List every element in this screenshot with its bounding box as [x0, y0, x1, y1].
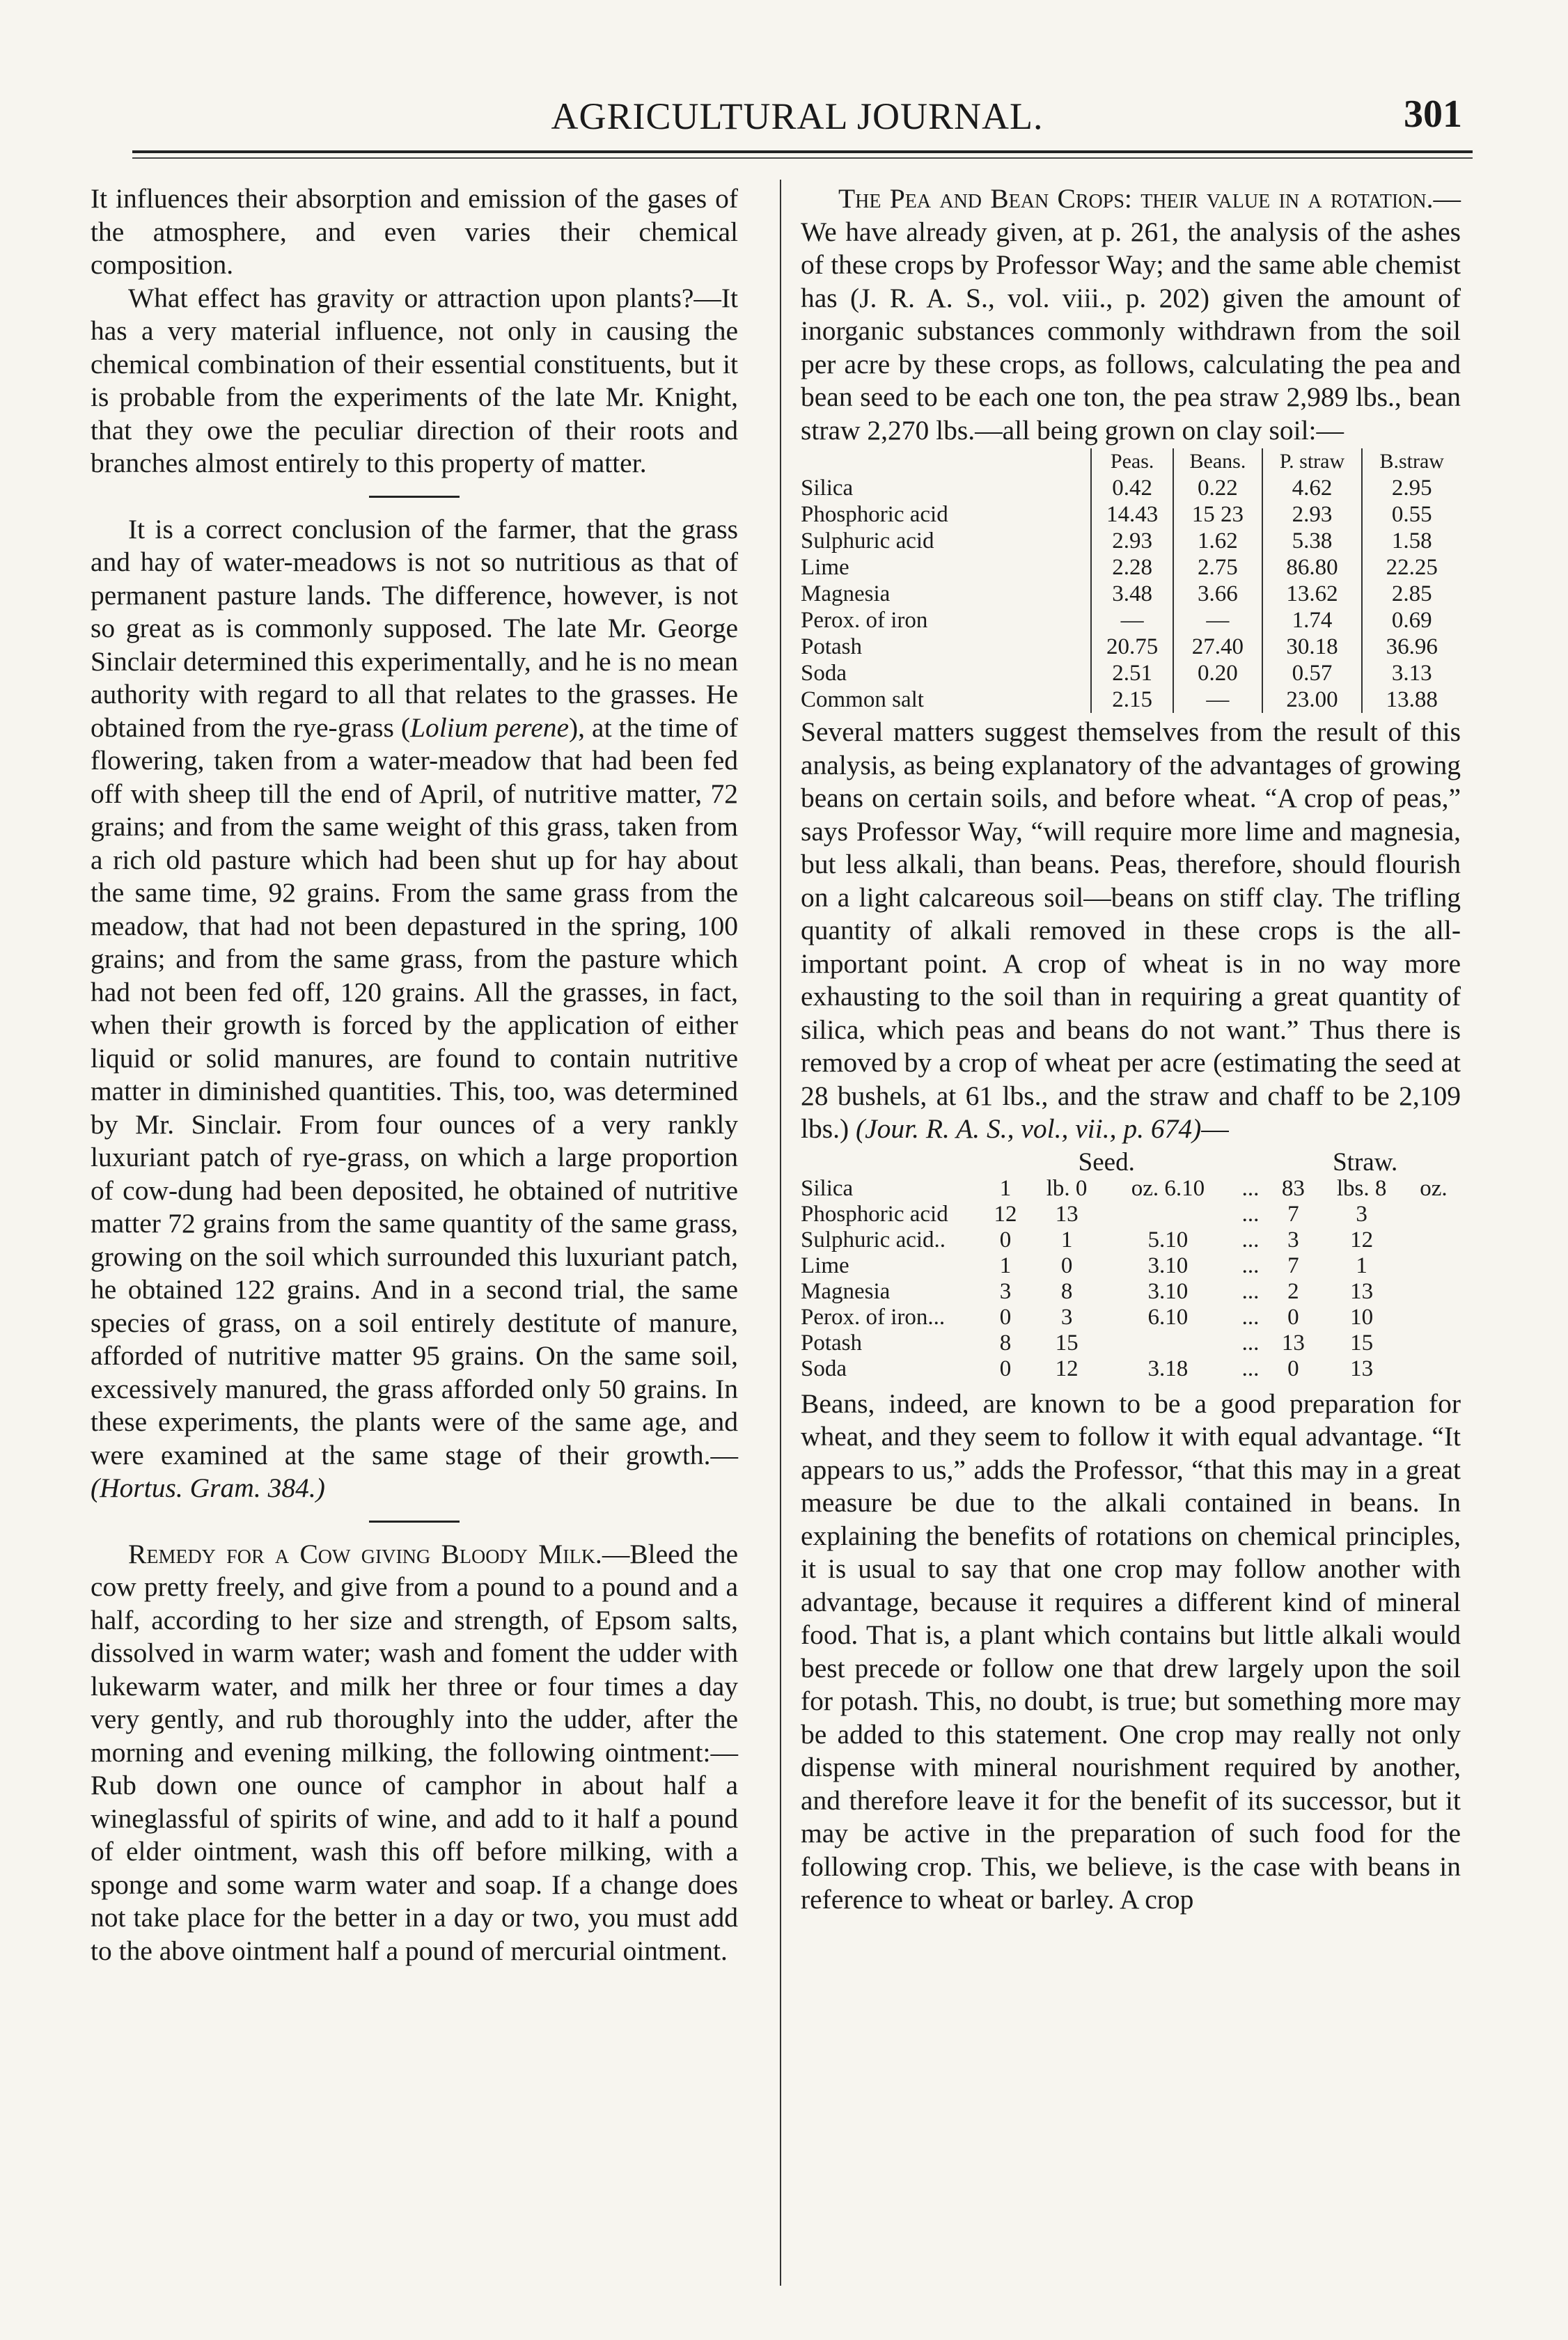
- table-cell: ...: [1241, 1304, 1260, 1330]
- table-cell: [1406, 1202, 1461, 1227]
- table-cell: 13.88: [1362, 686, 1461, 713]
- row-label: Silica: [801, 1175, 854, 1201]
- table-row: [801, 581, 1461, 607]
- table-cell: 2.85: [1362, 581, 1461, 607]
- ash-table: [801, 448, 1461, 713]
- table-cell: 3.48: [1091, 581, 1173, 607]
- col-header: P. straw: [1262, 448, 1363, 475]
- table-cell: 3.10: [1147, 1253, 1189, 1278]
- table-cell: 36.96: [1362, 634, 1461, 660]
- table-cell: 2.93: [1262, 501, 1363, 528]
- table-cell: 3: [999, 1278, 1012, 1304]
- table-row: [801, 1227, 1461, 1253]
- col-header: Peas.: [1091, 448, 1173, 475]
- table-cell: 2.15: [1091, 686, 1173, 713]
- table-cell: 3.13: [1362, 660, 1461, 686]
- table-row: [801, 1202, 1461, 1227]
- left-column: [91, 182, 738, 1968]
- table-cell: 7: [1287, 1253, 1299, 1278]
- table-cell: —: [1091, 607, 1173, 634]
- table-row: [801, 554, 1461, 581]
- table-cell: lbs. 8: [1336, 1175, 1387, 1201]
- table-cell: 1.74: [1262, 607, 1363, 634]
- table-row: [801, 686, 1461, 713]
- table-cell: [1406, 1305, 1461, 1330]
- table-row: [801, 1356, 1461, 1382]
- section-separator: [369, 1521, 460, 1523]
- header-rule: [132, 150, 1473, 153]
- table-cell: 12: [1055, 1356, 1079, 1381]
- col-header-seed: Seed.: [1078, 1147, 1135, 1177]
- table-cell: 1.58: [1362, 528, 1461, 554]
- table-cell: 3: [1356, 1201, 1367, 1227]
- table-cell: 0: [1060, 1253, 1073, 1278]
- table-cell: 86.80: [1262, 554, 1363, 581]
- table-cell: 0: [999, 1304, 1012, 1330]
- page-header: [132, 82, 1462, 138]
- table-row: [801, 660, 1461, 686]
- col-header: Beans.: [1173, 448, 1262, 475]
- table-cell: 1: [999, 1175, 1012, 1201]
- table-cell: 23.00: [1262, 686, 1363, 713]
- table-cell: [1104, 1330, 1231, 1356]
- table-header-row: [801, 448, 1461, 475]
- table-row: [801, 1176, 1461, 1202]
- table-cell: 2: [1287, 1278, 1299, 1304]
- table-cell: 8: [999, 1330, 1012, 1356]
- table-cell: 2.93: [1091, 528, 1173, 554]
- table-cell: 4.62: [1262, 475, 1363, 501]
- row-label: Sulphuric acid..: [801, 1227, 946, 1253]
- citation: (Hortus. Gram. 384.): [91, 1473, 325, 1503]
- paragraph: [801, 716, 1461, 1146]
- paragraph: It influences their absorption and emission of the gases of the atmosphere, and even varies their chemical composition.: [91, 183, 738, 280]
- table-cell: 1.62: [1173, 528, 1262, 554]
- table-cell: 13: [1350, 1356, 1374, 1381]
- row-label: Soda: [801, 1356, 847, 1381]
- table-cell: 0.57: [1262, 660, 1363, 686]
- table-cell: 12: [1350, 1227, 1374, 1253]
- row-label: Perox. of iron: [801, 608, 928, 633]
- table-cell: —: [1173, 607, 1262, 634]
- table-cell: 13: [1055, 1201, 1079, 1227]
- table-cell: 22.25: [1362, 554, 1461, 581]
- table-cell: ...: [1241, 1201, 1260, 1227]
- row-label: Common salt: [801, 687, 924, 712]
- table-cell: ...: [1241, 1330, 1260, 1356]
- table-cell: 83: [1281, 1175, 1305, 1201]
- table-cell: 1: [1356, 1253, 1367, 1278]
- table-cell: 5.10: [1147, 1227, 1189, 1253]
- table-cell: 0: [1287, 1304, 1299, 1330]
- text-run: —We have already given, at p. 261, the analysis of the ashes of these crops by Professor Way; and the same able chemist has (J. R. A. S., vol. viii., p. 202) given the amount of inorganic substances commonly withdrawn from the soil per acre by these crops, as follows, calculating the pea and bean seed to be each one ton, the pea straw 2,989 lbs., bean straw 2,270 lbs.—all being grown on clay soil:—: [801, 183, 1461, 446]
- table-cell: 0.20: [1173, 660, 1262, 686]
- table-cell: lb. 0: [1046, 1175, 1088, 1201]
- paragraph: What effect has gravity or attraction upon plants?—It has a very material influence, not only in causing the chemical combination of their essential constituents, but it is probable from the experiments of the late Mr. Knight, that they owe the peculiar direction of their roots and branches almost entirely to this property of matter.: [91, 282, 738, 478]
- table-cell: 1: [999, 1253, 1012, 1278]
- table-row: [801, 1330, 1461, 1356]
- table-cell: 0.42: [1091, 475, 1173, 501]
- table-cell: [1406, 1279, 1461, 1305]
- table-row: [801, 475, 1461, 501]
- table-header-row: [801, 1149, 1461, 1176]
- table-row: [801, 1253, 1461, 1279]
- table-row: [801, 607, 1461, 634]
- table-cell: 13: [1281, 1330, 1305, 1356]
- table-cell: 5.38: [1262, 528, 1363, 554]
- table-row: [801, 1305, 1461, 1330]
- col-header-straw: Straw.: [1333, 1147, 1398, 1177]
- table-row: [801, 1279, 1461, 1305]
- row-label: Magnesia: [801, 581, 891, 606]
- paragraph: [91, 513, 738, 1505]
- paragraph: [801, 182, 1461, 447]
- table-cell: 3: [1060, 1304, 1073, 1330]
- row-label: Lime: [801, 1253, 849, 1278]
- table-cell: 13.62: [1262, 581, 1363, 607]
- row-label: Soda: [801, 661, 847, 686]
- row-label: Perox. of iron...: [801, 1304, 946, 1330]
- table-cell: ...: [1241, 1227, 1260, 1253]
- table-cell: 0.22: [1173, 475, 1262, 501]
- table-cell: 30.18: [1262, 634, 1363, 660]
- table-cell: 8: [1060, 1278, 1073, 1304]
- running-head: AGRICULTURAL JOURNAL.: [551, 95, 1044, 137]
- row-label: Lime: [801, 555, 849, 580]
- table-cell: 0.55: [1362, 501, 1461, 528]
- table-cell: 1: [1060, 1227, 1073, 1253]
- table-cell: [1406, 1227, 1461, 1253]
- row-label: Silica: [801, 476, 854, 501]
- table-cell: 2.95: [1362, 475, 1461, 501]
- wheat-table: [801, 1149, 1461, 1382]
- table-cell: oz. 6.10: [1131, 1175, 1205, 1201]
- table-cell: 0.69: [1362, 607, 1461, 634]
- header-rule-thin: [132, 157, 1473, 159]
- text-run: —: [1201, 1113, 1229, 1144]
- table-cell: [1406, 1356, 1461, 1382]
- table-cell: 3.18: [1147, 1356, 1189, 1381]
- row-label: Potash: [801, 1330, 863, 1356]
- text-run: It is a correct conclusion of the farmer, that the grass and hay of water-meadows is not so nutritious as that of permanent pasture lands. The difference, however, is not so great as is commonly supposed. The late Mr. George Sinclair determined this experimentally, and he is no mean authority with regard to all that relates to the grasses. He obtained from the rye-grass (: [91, 513, 738, 743]
- row-label: Magnesia: [801, 1278, 891, 1304]
- table-cell: 13: [1350, 1278, 1374, 1304]
- table-cell: ...: [1241, 1278, 1260, 1304]
- row-label: Phosphoric acid: [801, 502, 948, 527]
- table-cell: 27.40: [1173, 634, 1262, 660]
- row-label: Sulphuric acid: [801, 528, 934, 553]
- text-run: Several matters suggest themselves from the result of this analysis, as being explanatory of the advantages of growing beans on certain soils, and before wheat. “A crop of peas,” says Professor Way, “will require more lime and magnesia, but less alkali, than beans. Peas, therefore, should flourish on a light calcareous soil—beans on stiff clay. The trifling quantity of alkali removed in these crops is the all-important point. A crop of wheat is in no way more exhausting to the soil than in requiring a great quantity of silica, which peas and beans do not want.” Thus there is removed by a crop of wheat per acre (estimating the seed at 28 bushels, at 61 lbs., and the straw and chaff to be 2,109 lbs.): [801, 716, 1461, 1144]
- table-cell: 0: [999, 1356, 1012, 1381]
- paragraph: Beans, indeed, are known to be a good preparation for wheat, and they seem to follow it with equal advantage. “It appears to us,” adds the Professor, “that this may in a great measure be due to the alkali contained in beans. In explaining the benefits of rotations on chemical principles, it is usual to say that one crop may follow another with advantage, because it requires a different kind of mineral food. That is, a plant which contains but little alkali would best precede or follow one that drew largely upon the soil for potash. This, no doubt, is true; but something more may be added to this statement. One crop may really not only dispense with mineral nourishment required by another, and therefore leave it for the benefit of its successor, but it may be active in the preparation of such food for the following crop. This, we believe, is the case with beans in reference to wheat or barley. A crop: [801, 1388, 1461, 1915]
- table-cell: 2.28: [1091, 554, 1173, 581]
- table-header-blank: [801, 448, 1091, 475]
- right-column: [801, 182, 1461, 1917]
- citation: (Jour. R. A. S., vol., vii., p. 674): [856, 1113, 1202, 1144]
- table-cell: 7: [1287, 1201, 1299, 1227]
- table-cell: 14.43: [1091, 501, 1173, 528]
- table-cell: 0: [1287, 1356, 1299, 1381]
- table-cell: —: [1173, 686, 1262, 713]
- section-title: Remedy for a Cow giving Bloody Milk.: [128, 1538, 602, 1569]
- table-row: [801, 501, 1461, 528]
- table-cell: 2.75: [1173, 554, 1262, 581]
- table-cell: [1104, 1202, 1231, 1227]
- table-header-blank: [1232, 1149, 1270, 1176]
- section-title: The Pea and Bean Crops: their value in a rotation.: [838, 183, 1434, 214]
- col-header: B.straw: [1362, 448, 1461, 475]
- paragraph: [91, 1538, 738, 1968]
- table-cell: 20.75: [1091, 634, 1173, 660]
- table-cell: 0: [999, 1227, 1012, 1253]
- table-row: [801, 634, 1461, 660]
- table-cell: 10: [1350, 1304, 1374, 1330]
- table-cell: 3.10: [1147, 1278, 1189, 1304]
- table-cell: 15: [1055, 1330, 1079, 1356]
- table-cell: 3: [1287, 1227, 1299, 1253]
- table-row: [801, 528, 1461, 554]
- table-cell: 12: [994, 1201, 1017, 1227]
- table-cell: 15: [1350, 1330, 1374, 1356]
- table-cell: ...: [1241, 1253, 1260, 1278]
- row-label: Phosphoric acid: [801, 1201, 948, 1227]
- text-run: ), at the time of flowering, taken from a water-meadow that had been fed off with sheep till the end of April, of nutritive matter, 72 grains; and from the same weight of this grass, taken from a rich old pasture which had been shut up for hay about the same time, 92 grains. From the same grass from the meadow, that had not been depastured in the spring, 100 grains; and from the same grass, from the pasture which had not been fed off, 120 grains. All the grasses, in fact, when their growth is forced by the application of either liquid or solid manures, are found to contain nutritive matter in diminished quantities. This, too, was determined by Mr. Sinclair. From four ounces of a very rankly luxuriant patch of rye-grass, on which a large proportion of cow-dung had been deposited, he obtained of nutritive matter 72 grains from the same quantity of the same grass, growing on the soil which surrounded this luxuriant patch, he obtained 122 grains. And in a second trial, the same species of grass, on a soil entirely destitute of manure, afforded of nutritive matter 95 grains. On the same soil, excessively manured, the grass afforded only 50 grains. In these experiments, the plants were of the same age, and were examined at the same stage of their growth.—: [91, 712, 738, 1470]
- column-divider: [780, 180, 781, 2286]
- section-separator: [369, 496, 460, 498]
- row-label: Potash: [801, 634, 863, 659]
- table-header-blank: [801, 1149, 982, 1176]
- latin-name: Lolium perene: [410, 712, 570, 743]
- table-cell: ...: [1241, 1356, 1260, 1381]
- table-cell: [1406, 1253, 1461, 1279]
- table-cell: [1406, 1330, 1461, 1356]
- table-cell: 2.51: [1091, 660, 1173, 686]
- table-cell: 15 23: [1173, 501, 1262, 528]
- page-number: 301: [1404, 93, 1462, 136]
- table-cell: 6.10: [1147, 1304, 1189, 1330]
- text-run: —Bleed the cow pretty freely, and give from a pound to a pound and a half, according to her size and strength, of Epsom salts, dissolved in warm water; wash and foment the udder with lukewarm water, and milk her three or four times a day very gently, and rub thoroughly into the udder, after the morning and evening milking, the following ointment:—Rub down one ounce of camphor in about half a wineglassful of spirits of wine, and add to it half a pound of elder ointment, wash this off before milking, with a sponge and some warm water and soap. If a change does not take place for the better in a day or two, you must add to the above ointment half a pound of mercurial ointment.: [91, 1538, 738, 1966]
- table-cell: 3.66: [1173, 581, 1262, 607]
- table-cell: oz.: [1420, 1175, 1448, 1201]
- table-cell: ...: [1241, 1175, 1260, 1201]
